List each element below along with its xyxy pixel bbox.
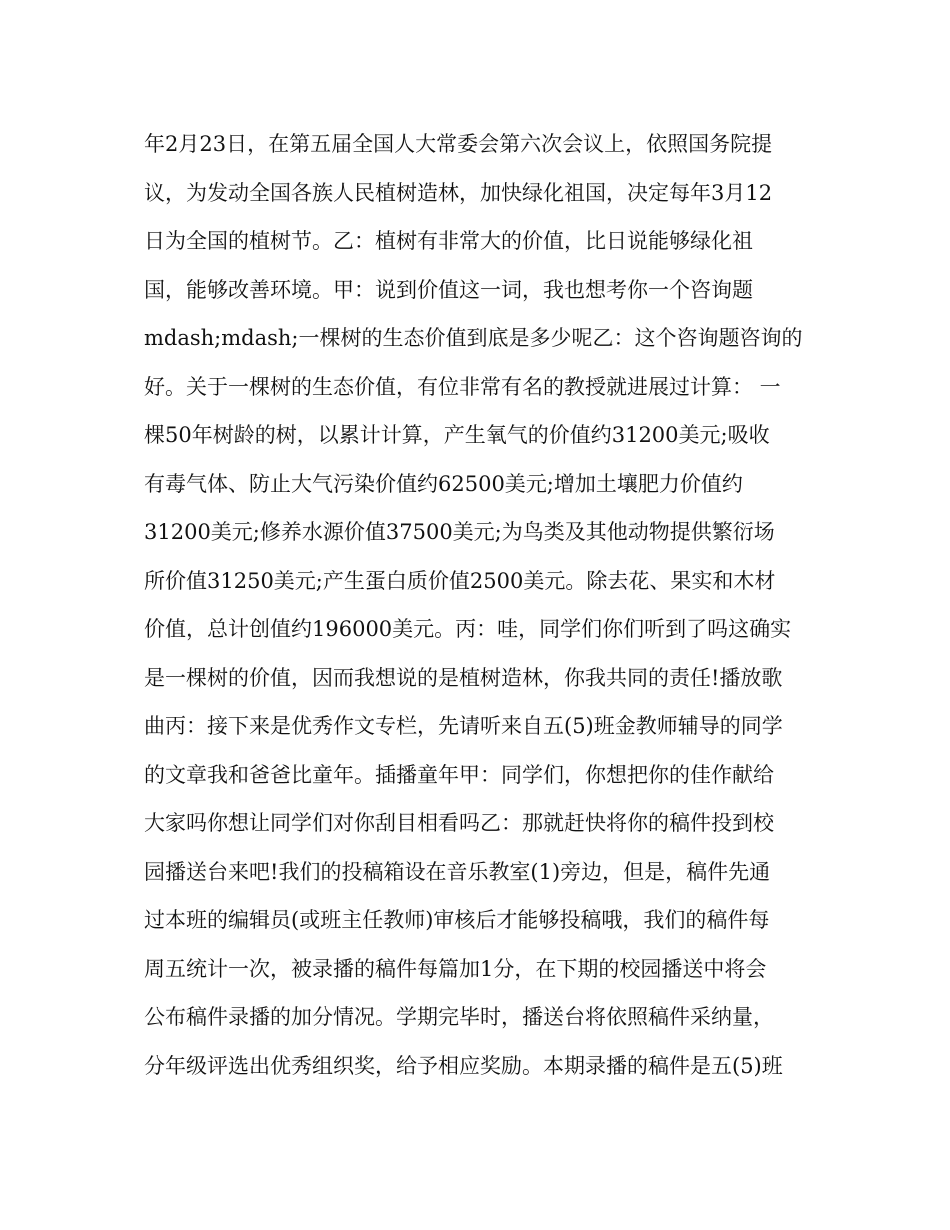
text-line-15: 大家吗你想让同学们对你刮目相看吗乙：那就赶快将你的稿件投到校 [144, 811, 774, 835]
text-line-7: 棵50年树龄的树，以累计计算，产生氧气的价值约31200美元;吸收 [144, 423, 770, 447]
text-line-2: 议，为发动全国各族人民植树造林，加快绿化祖国，决定每年3月12 [144, 180, 773, 205]
text-line-13: 曲丙：接下来是优秀作文专栏，先请听来自五(5)班金教师辅导的同学 [144, 714, 783, 738]
text-line-9: 31200美元;修养水源价值37500美元;为鸟类及其他动物提供繁衍场 [144, 520, 775, 544]
text-line-17: 过本班的编辑员(或班主任教师)审核后才能够投稿哦，我们的稿件每 [144, 908, 770, 932]
text-line-20: 分年级评选出优秀组织奖，给予相应奖励。本期录播的稿件是五(5)班 [144, 1053, 783, 1078]
body-text [144, 120, 809, 1090]
text-line-8: 有毒气体、防止大气污染价值约62500美元;增加土壤肥力价值约 [144, 471, 743, 496]
text-line-4: 国，能够改善环境。甲：说到价值这一词，我也想考你一个咨询题 [144, 277, 753, 302]
text-line-19: 公布稿件录播的加分情况。学期完毕时，播送台将依照稿件采纳量， [144, 1005, 774, 1029]
text-line-5: mdash;mdash;一棵树的生态价值到底是多少呢乙：这个咨询题咨询的 [144, 326, 803, 350]
text-line-12: 是一棵树的价值，因而我想说的是植树造林，你我共同的责任!播放歌 [144, 665, 783, 690]
text-line-14: 的文章我和爸爸比童年。插播童年甲：同学们，你想把你的佳作献给 [144, 762, 774, 787]
text-line-11: 价值，总计创值约196000美元。丙：哇，同学们你们听到了吗这确实 [144, 617, 792, 641]
text-line-1: 年2月23日，在第五届全国人大常委会第六次会议上，依照国务院提 [144, 132, 773, 156]
text-line-10: 所价值31250美元;产生蛋白质价值2500美元。除去花、果实和木材 [144, 568, 776, 593]
text-line-6: 好。关于一棵树的生态价值，有位非常有名的教授就进展过计算： 一 [144, 374, 781, 399]
text-line-18: 周五统计一次，被录播的稿件每篇加1分，在下期的校园播送中将会 [144, 956, 767, 981]
text-line-16: 园播送台来吧!我们的投稿箱设在音乐教室(1)旁边，但是，稿件先通 [144, 859, 771, 884]
text-line-3: 日为全国的植树节。乙：植树有非常大的价值，比日说能够绿化祖 [144, 229, 753, 253]
